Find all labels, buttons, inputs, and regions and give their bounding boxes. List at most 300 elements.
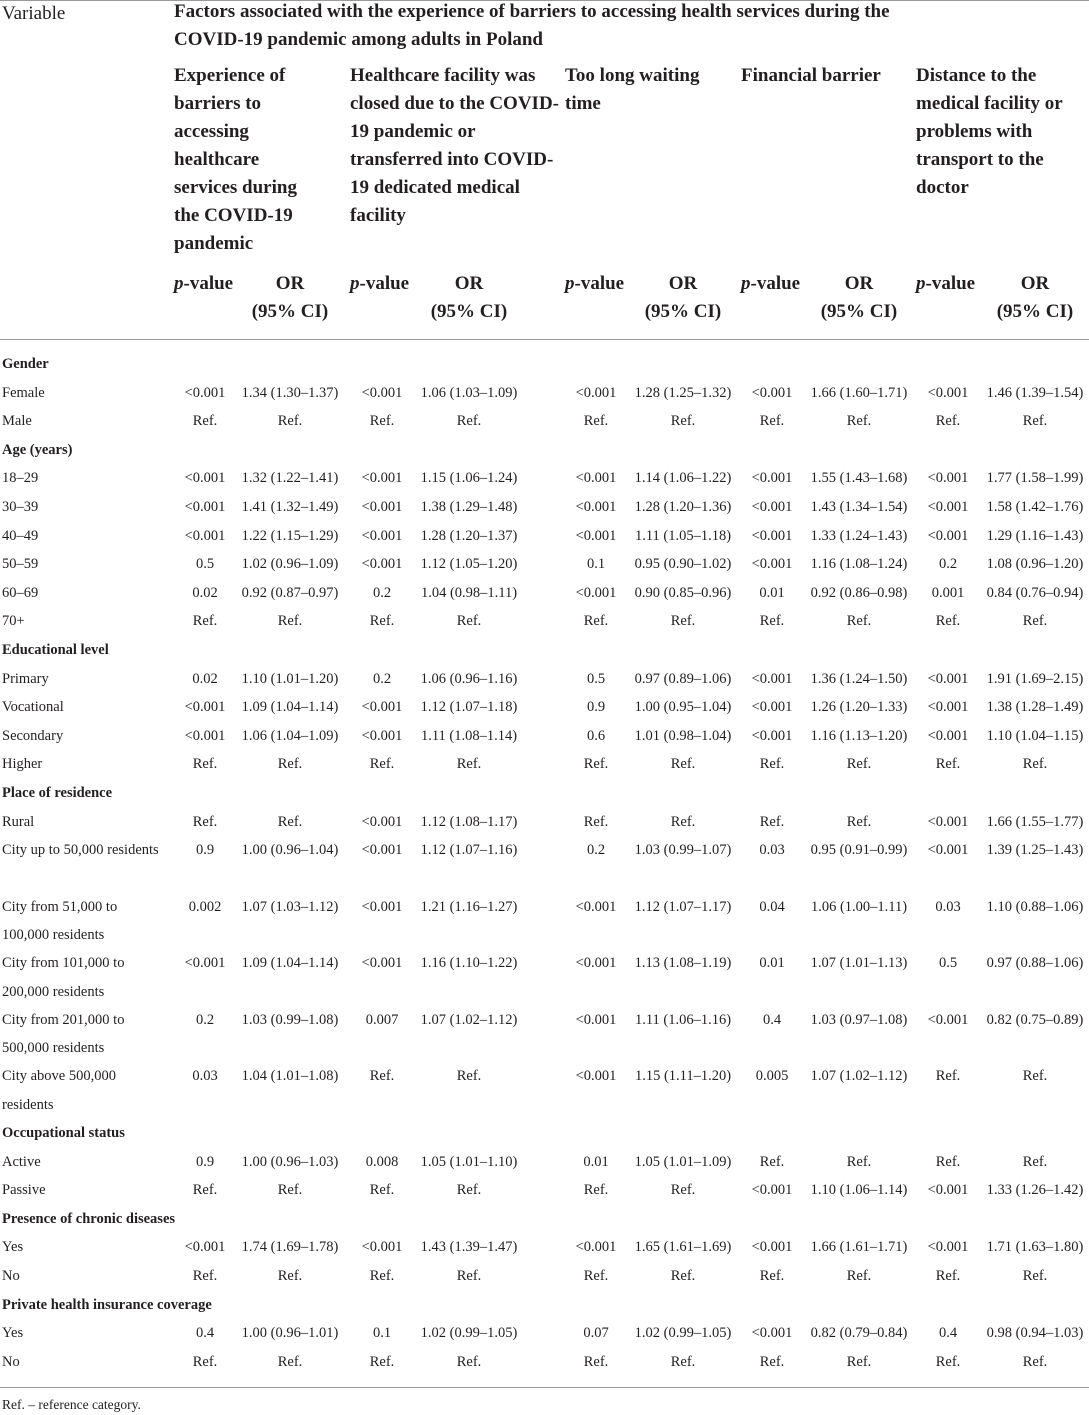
or-ci-header: [230, 270, 350, 326]
row-label: City from 201,000 to 500,000 residents: [2, 1011, 125, 1057]
or-ci-cell: 1.77 (1.58–1.99): [986, 470, 1084, 487]
or-ci-cell: 1.00 (0.96–1.01): [241, 1325, 339, 1342]
section-label: Gender: [2, 356, 49, 372]
or-ci-cell: 1.00 (0.96–1.03): [241, 1153, 339, 1170]
p-value-cell: 0.9: [195, 842, 215, 859]
p-value-cell: Ref.: [369, 1068, 395, 1085]
or-ci-cell: 0.98 (0.94–1.03): [986, 1325, 1084, 1342]
p-value-header-rest: -value: [750, 273, 801, 294]
section-row: [0, 1291, 1089, 1320]
or-ci-cell: 1.66 (1.55–1.77): [986, 813, 1084, 830]
table-row: [0, 1176, 1089, 1205]
table-row: [0, 893, 1089, 950]
or-ci-cell: Ref.: [670, 613, 696, 630]
p-value-header-italic: p: [565, 273, 575, 294]
row-label: Yes: [2, 1325, 24, 1342]
or-ci-cell: 1.01 (0.98–1.04): [634, 727, 732, 744]
or-ci-cell: Ref.: [846, 756, 872, 773]
or-ci-cell: 1.38 (1.29–1.48): [420, 498, 518, 515]
or-ci-cell: Ref.: [456, 613, 482, 630]
or-ci-cell: 1.04 (0.98–1.11): [420, 584, 518, 601]
or-ci-cell: Ref.: [670, 1353, 696, 1370]
or-ci-cell: Ref.: [670, 1182, 696, 1199]
table-row: [0, 722, 1089, 751]
p-value-cell: 0.01: [583, 1153, 609, 1170]
p-value-cell: 0.5: [938, 955, 958, 972]
p-value-cell: <0.001: [184, 470, 226, 487]
outcome-header-1: Experience of barriers to accessing healthcare services during the COVID-19 pandemic: [174, 65, 297, 254]
table-row: [0, 693, 1089, 722]
outcome-header-2: Healthcare facility was closed due to the COVID-19 pandemic or transferred into COVID-19 dedicated medical facility: [350, 65, 559, 226]
p-value-cell: 0.02: [192, 670, 218, 687]
p-value-cell: 0.5: [586, 670, 606, 687]
row-label: Active: [2, 1153, 41, 1170]
or-ci-cell: 1.00 (0.95–1.04): [634, 699, 732, 716]
p-value-cell: <0.001: [927, 1239, 969, 1256]
or-ci-cell: Ref.: [456, 1182, 482, 1199]
p-value-cell: Ref.: [935, 1068, 961, 1085]
p-value-cell: Ref.: [759, 1153, 785, 1170]
or-ci-cell: Ref.: [456, 756, 482, 773]
p-value-cell: <0.001: [751, 498, 793, 515]
p-value-cell: <0.001: [361, 727, 403, 744]
section-label: Private health insurance coverage: [2, 1296, 212, 1313]
p-value-cell: 0.6: [586, 727, 606, 744]
p-value-cell: 0.01: [759, 584, 785, 601]
table-row: [0, 1319, 1089, 1348]
or-ci-cell: 1.02 (0.96–1.09): [241, 556, 339, 573]
table-row: [0, 407, 1089, 436]
p-value-cell: 0.9: [195, 1153, 215, 1170]
outcome-header-4: Financial barrier: [741, 65, 881, 86]
or-ci-cell: 1.06 (1.04–1.09): [241, 727, 339, 744]
p-value-cell: 0.008: [365, 1153, 399, 1170]
p-value-cell: <0.001: [361, 699, 403, 716]
or-ci-cell: Ref.: [846, 1153, 872, 1170]
or-ci-cell: 1.10 (1.01–1.20): [241, 670, 339, 687]
or-ci-cell: Ref.: [670, 813, 696, 830]
or-ci-cell: 1.43 (1.39–1.47): [420, 1239, 518, 1256]
or-ci-header: [623, 270, 743, 326]
p-value-header: [174, 270, 233, 298]
or-ci-cell: 1.11 (1.05–1.18): [634, 527, 732, 544]
p-value-cell: 0.2: [372, 584, 392, 601]
or-ci-cell: 1.03 (0.99–1.07): [634, 842, 732, 859]
table-row: [0, 607, 1089, 636]
p-value-cell: <0.001: [361, 556, 403, 573]
or-ci-cell: 1.12 (1.07–1.16): [420, 842, 518, 859]
or-ci-cell: 1.06 (0.96–1.16): [420, 670, 518, 687]
or-ci-cell: 1.12 (1.07–1.18): [420, 699, 518, 716]
p-value-header-italic: p: [174, 273, 184, 294]
or-ci-cell: Ref.: [846, 1268, 872, 1285]
p-value-cell: Ref.: [759, 613, 785, 630]
row-label: Vocational: [2, 699, 64, 716]
or-ci-cell: 1.07 (1.01–1.13): [810, 955, 908, 972]
p-value-cell: <0.001: [751, 699, 793, 716]
row-label: Male: [2, 413, 32, 430]
p-value-header: [350, 270, 409, 298]
or-ci-cell: 1.28 (1.20–1.37): [420, 527, 518, 544]
section-label: Place of residence: [2, 784, 113, 801]
p-value-cell: 0.4: [762, 1011, 782, 1028]
or-ci-cell: Ref.: [846, 813, 872, 830]
p-value-cell: 0.001: [931, 584, 965, 601]
p-value-cell: <0.001: [927, 384, 969, 401]
p-value-cell: <0.001: [927, 670, 969, 687]
or-ci-cell: Ref.: [846, 1353, 872, 1370]
or-ci-cell: Ref.: [277, 413, 303, 430]
table-row: [0, 1148, 1089, 1177]
p-value-cell: Ref.: [192, 613, 218, 630]
p-value-cell: Ref.: [369, 613, 395, 630]
row-label: 50–59: [2, 556, 39, 573]
p-value-cell: <0.001: [361, 955, 403, 972]
p-value-header: [565, 270, 624, 298]
or-ci-cell: 1.07 (1.02–1.12): [420, 1011, 518, 1028]
p-value-cell: Ref.: [369, 1182, 395, 1199]
p-value-cell: <0.001: [361, 498, 403, 515]
or-ci-cell: 0.92 (0.87–0.97): [241, 584, 339, 601]
row-label: City above 500,000 residents: [2, 1068, 116, 1113]
or-ci-cell: 1.07 (1.03–1.12): [241, 898, 339, 915]
p-value-cell: <0.001: [575, 498, 617, 515]
or-ci-cell: Ref.: [1022, 613, 1048, 630]
row-label: 70+: [2, 613, 25, 630]
row-label: Primary: [2, 670, 49, 687]
or-ci-cell: 1.65 (1.61–1.69): [634, 1239, 732, 1256]
table-row: [0, 836, 1089, 893]
or-ci-cell: Ref.: [1022, 756, 1048, 773]
header-bottom-rule: [0, 339, 1089, 340]
or-ci-cell: 1.12 (1.05–1.20): [420, 556, 518, 573]
row-label: No: [2, 1353, 20, 1370]
p-value-cell: <0.001: [575, 1239, 617, 1256]
p-value-cell: 0.007: [365, 1011, 399, 1028]
p-value-cell: Ref.: [935, 1268, 961, 1285]
p-value-cell: Ref.: [935, 756, 961, 773]
p-value-cell: 0.03: [192, 1068, 218, 1085]
or-ci-cell: 1.66 (1.61–1.71): [810, 1239, 908, 1256]
p-value-cell: <0.001: [575, 527, 617, 544]
row-label: Female: [2, 384, 45, 401]
row-label: City up to 50,000 residents: [2, 842, 159, 859]
row-label: Rural: [2, 813, 35, 830]
p-value-cell: Ref.: [935, 1153, 961, 1170]
row-label: City from 51,000 to 100,000 residents: [2, 898, 118, 943]
table-footnote: Ref. – reference category.: [2, 1397, 141, 1412]
p-value-header-rest: -value: [925, 273, 976, 294]
or-ci-cell: 1.04 (1.01–1.08): [241, 1068, 339, 1085]
row-label: 40–49: [2, 527, 39, 544]
p-value-cell: 0.07: [583, 1325, 609, 1342]
or-header-line2: (95% CI): [996, 301, 1074, 322]
or-ci-cell: 1.33 (1.26–1.42): [986, 1182, 1084, 1199]
or-ci-cell: 1.02 (0.99–1.05): [634, 1325, 732, 1342]
or-header-line2: (95% CI): [644, 301, 722, 322]
or-ci-cell: 1.03 (0.97–1.08): [810, 1011, 908, 1028]
section-row: [0, 636, 1089, 665]
p-value-cell: 0.2: [586, 842, 606, 859]
row-label: Passive: [2, 1182, 46, 1199]
p-value-cell: 0.002: [188, 898, 222, 915]
table-row: [0, 379, 1089, 408]
or-ci-cell: 1.91 (1.69–2.15): [986, 670, 1084, 687]
or-ci-cell: Ref.: [277, 1268, 303, 1285]
p-value-cell: Ref.: [935, 1353, 961, 1370]
or-ci-cell: 1.05 (1.01–1.09): [634, 1153, 732, 1170]
or-ci-cell: 0.90 (0.85–0.96): [634, 584, 732, 601]
or-ci-cell: 1.34 (1.30–1.37): [241, 384, 339, 401]
p-value-cell: <0.001: [751, 470, 793, 487]
p-value-cell: 0.9: [586, 699, 606, 716]
or-ci-cell: Ref.: [456, 1068, 482, 1085]
outcome-header-3: Too long waiting time: [565, 65, 700, 114]
row-label: No: [2, 1268, 20, 1285]
p-value-cell: <0.001: [184, 384, 226, 401]
section-label: Presence of chronic diseases: [2, 1210, 176, 1227]
p-value-cell: <0.001: [927, 699, 969, 716]
section-row: [0, 1205, 1089, 1234]
p-value-cell: 0.4: [195, 1325, 215, 1342]
p-value-cell: Ref.: [583, 1182, 609, 1199]
p-value-cell: 0.1: [586, 556, 606, 573]
p-value-cell: <0.001: [927, 470, 969, 487]
or-ci-cell: Ref.: [456, 1353, 482, 1370]
p-value-cell: Ref.: [192, 756, 218, 773]
or-ci-cell: 1.29 (1.16–1.43): [986, 527, 1084, 544]
p-value-cell: <0.001: [751, 384, 793, 401]
table-row: [0, 550, 1089, 579]
p-value-cell: <0.001: [575, 470, 617, 487]
p-value-cell: 0.04: [759, 898, 785, 915]
p-value-cell: <0.001: [361, 898, 403, 915]
or-ci-cell: 1.71 (1.63–1.80): [986, 1239, 1084, 1256]
or-ci-cell: Ref.: [1022, 1068, 1048, 1085]
p-value-cell: Ref.: [583, 413, 609, 430]
p-value-header-italic: p: [916, 273, 926, 294]
p-value-cell: Ref.: [369, 1353, 395, 1370]
row-label: Yes: [2, 1239, 24, 1256]
p-value-cell: Ref.: [759, 413, 785, 430]
p-value-cell: <0.001: [184, 699, 226, 716]
table-row: [0, 1233, 1089, 1262]
p-value-header-rest: -value: [359, 273, 410, 294]
p-value-cell: <0.001: [361, 842, 403, 859]
p-value-cell: <0.001: [184, 527, 226, 544]
p-value-cell: <0.001: [927, 727, 969, 744]
p-value-cell: <0.001: [751, 1325, 793, 1342]
or-ci-cell: 1.33 (1.24–1.43): [810, 527, 908, 544]
p-value-cell: 0.01: [759, 955, 785, 972]
or-ci-cell: 1.11 (1.06–1.16): [634, 1011, 732, 1028]
or-ci-cell: 1.74 (1.69–1.78): [241, 1239, 339, 1256]
row-label: Higher: [2, 756, 43, 773]
or-ci-cell: 1.13 (1.08–1.19): [634, 955, 732, 972]
variable-header: Variable: [2, 3, 66, 24]
or-ci-cell: Ref.: [277, 756, 303, 773]
p-value-cell: <0.001: [927, 1182, 969, 1199]
or-ci-cell: 0.82 (0.75–0.89): [986, 1011, 1084, 1028]
or-ci-cell: 1.15 (1.11–1.20): [634, 1068, 732, 1085]
p-value-cell: <0.001: [361, 527, 403, 544]
row-label: City from 101,000 to 200,000 residents: [2, 955, 125, 1000]
row-label: Secondary: [2, 727, 64, 744]
or-ci-cell: 1.43 (1.34–1.54): [810, 498, 908, 515]
p-value-cell: <0.001: [575, 955, 617, 972]
or-ci-cell: 0.84 (0.76–0.94): [986, 584, 1084, 601]
or-ci-cell: 1.10 (1.06–1.14): [810, 1182, 908, 1199]
p-value-cell: 0.02: [192, 584, 218, 601]
p-value-cell: <0.001: [575, 384, 617, 401]
table-row: [0, 522, 1089, 551]
or-ci-cell: 1.09 (1.04–1.14): [241, 955, 339, 972]
or-ci-cell: Ref.: [277, 813, 303, 830]
or-ci-cell: 0.97 (0.89–1.06): [634, 670, 732, 687]
or-ci-cell: 1.39 (1.25–1.43): [986, 842, 1084, 859]
or-ci-cell: 1.28 (1.20–1.36): [634, 498, 732, 515]
or-ci-header: [975, 270, 1089, 326]
or-ci-cell: Ref.: [1022, 1153, 1048, 1170]
or-ci-cell: 1.58 (1.42–1.76): [986, 498, 1084, 515]
p-value-cell: <0.001: [927, 527, 969, 544]
or-ci-cell: Ref.: [846, 613, 872, 630]
or-ci-cell: 1.14 (1.06–1.22): [634, 470, 732, 487]
p-value-cell: <0.001: [751, 670, 793, 687]
or-ci-cell: 1.26 (1.20–1.33): [810, 699, 908, 716]
or-ci-cell: Ref.: [670, 413, 696, 430]
table-row: [0, 1062, 1089, 1119]
p-value-cell: Ref.: [583, 1268, 609, 1285]
p-value-cell: <0.001: [751, 727, 793, 744]
or-ci-cell: 1.55 (1.43–1.68): [810, 470, 908, 487]
or-header-line1: OR: [668, 273, 698, 294]
p-value-cell: Ref.: [759, 1268, 785, 1285]
or-ci-cell: 1.36 (1.24–1.50): [810, 670, 908, 687]
p-value-cell: Ref.: [369, 756, 395, 773]
or-ci-cell: Ref.: [846, 413, 872, 430]
p-value-cell: Ref.: [583, 756, 609, 773]
p-value-cell: Ref.: [192, 1268, 218, 1285]
or-ci-cell: Ref.: [277, 1182, 303, 1199]
or-ci-cell: 1.03 (0.99–1.08): [241, 1011, 339, 1028]
or-ci-cell: Ref.: [1022, 413, 1048, 430]
or-ci-cell: 1.11 (1.08–1.14): [420, 727, 518, 744]
or-ci-cell: 1.21 (1.16–1.27): [420, 898, 518, 915]
section-row: [0, 779, 1089, 808]
p-value-cell: <0.001: [184, 498, 226, 515]
p-value-cell: <0.001: [751, 556, 793, 573]
p-value-cell: 0.1: [372, 1325, 392, 1342]
p-value-cell: 0.03: [935, 898, 961, 915]
p-value-cell: <0.001: [184, 1239, 226, 1256]
or-ci-cell: 1.10 (0.88–1.06): [986, 898, 1084, 915]
or-ci-cell: 1.28 (1.25–1.32): [634, 384, 732, 401]
table-bottom-rule: [0, 1387, 1089, 1388]
p-value-cell: <0.001: [575, 1068, 617, 1085]
or-ci-cell: 1.02 (0.99–1.05): [420, 1325, 518, 1342]
p-value-header: [916, 270, 975, 298]
p-value-header-rest: -value: [183, 273, 234, 294]
p-value-cell: <0.001: [575, 898, 617, 915]
p-value-cell: Ref.: [192, 1182, 218, 1199]
or-ci-cell: 0.92 (0.86–0.98): [810, 584, 908, 601]
outcome-header-5: Distance to the medical facility or problems with transport to the doctor: [916, 65, 1063, 198]
p-value-cell: <0.001: [575, 584, 617, 601]
table-row: [0, 493, 1089, 522]
or-ci-cell: Ref.: [277, 613, 303, 630]
or-header-line2: (95% CI): [820, 301, 898, 322]
p-value-cell: <0.001: [361, 813, 403, 830]
p-value-header: [741, 270, 800, 298]
row-label: 18–29: [2, 470, 39, 487]
p-value-cell: <0.001: [927, 1011, 969, 1028]
p-value-cell: 0.5: [195, 556, 215, 573]
section-label: Age (years): [2, 441, 73, 458]
p-value-cell: Ref.: [192, 413, 218, 430]
or-ci-cell: 0.95 (0.90–1.02): [634, 556, 732, 573]
or-ci-cell: 1.16 (1.13–1.20): [810, 727, 908, 744]
or-header-line2: (95% CI): [251, 301, 329, 322]
p-value-cell: <0.001: [927, 842, 969, 859]
p-value-cell: 0.2: [372, 670, 392, 687]
or-ci-cell: 1.00 (0.96–1.04): [241, 842, 339, 859]
p-value-header-rest: -value: [574, 273, 625, 294]
or-ci-cell: 0.97 (0.88–1.06): [986, 955, 1084, 972]
p-value-cell: 0.2: [195, 1011, 215, 1028]
p-value-cell: Ref.: [369, 413, 395, 430]
p-value-cell: Ref.: [759, 1353, 785, 1370]
p-value-header-italic: p: [350, 273, 360, 294]
or-ci-cell: 1.12 (1.08–1.17): [420, 813, 518, 830]
table-row: [0, 949, 1089, 1006]
section-row: [0, 350, 1089, 379]
or-header-line2: (95% CI): [430, 301, 508, 322]
or-ci-cell: 1.10 (1.04–1.15): [986, 727, 1084, 744]
or-header-line1: OR: [275, 273, 305, 294]
p-value-cell: 0.03: [759, 842, 785, 859]
table-row: [0, 1006, 1089, 1063]
p-value-cell: Ref.: [192, 1353, 218, 1370]
p-value-cell: Ref.: [583, 1353, 609, 1370]
or-ci-cell: Ref.: [1022, 1353, 1048, 1370]
p-value-cell: <0.001: [361, 384, 403, 401]
p-value-cell: Ref.: [369, 1268, 395, 1285]
section-label: Occupational status: [2, 1125, 125, 1142]
or-ci-cell: Ref.: [456, 413, 482, 430]
row-label: 30–39: [2, 498, 39, 515]
or-ci-cell: 1.15 (1.06–1.24): [420, 470, 518, 487]
or-ci-cell: 1.41 (1.32–1.49): [241, 498, 339, 515]
p-value-cell: Ref.: [935, 413, 961, 430]
or-ci-cell: Ref.: [277, 1353, 303, 1370]
table-row: [0, 579, 1089, 608]
or-ci-cell: 1.16 (1.08–1.24): [810, 556, 908, 573]
main-header: Factors associated with the experience of barriers to accessing health services during the COVID-19 pandemic among adults in Poland: [174, 1, 890, 50]
p-value-cell: Ref.: [583, 613, 609, 630]
or-ci-cell: 1.66 (1.60–1.71): [810, 384, 908, 401]
or-header-line1: OR: [454, 273, 484, 294]
p-value-cell: Ref.: [935, 613, 961, 630]
or-ci-cell: Ref.: [1022, 1268, 1048, 1285]
p-value-cell: <0.001: [927, 498, 969, 515]
p-value-cell: <0.001: [361, 470, 403, 487]
or-ci-cell: 1.05 (1.01–1.10): [420, 1153, 518, 1170]
table-row: [0, 1262, 1089, 1291]
or-ci-cell: 1.38 (1.28–1.49): [986, 699, 1084, 716]
or-ci-cell: 0.82 (0.79–0.84): [810, 1325, 908, 1342]
p-value-cell: 0.005: [755, 1068, 789, 1085]
